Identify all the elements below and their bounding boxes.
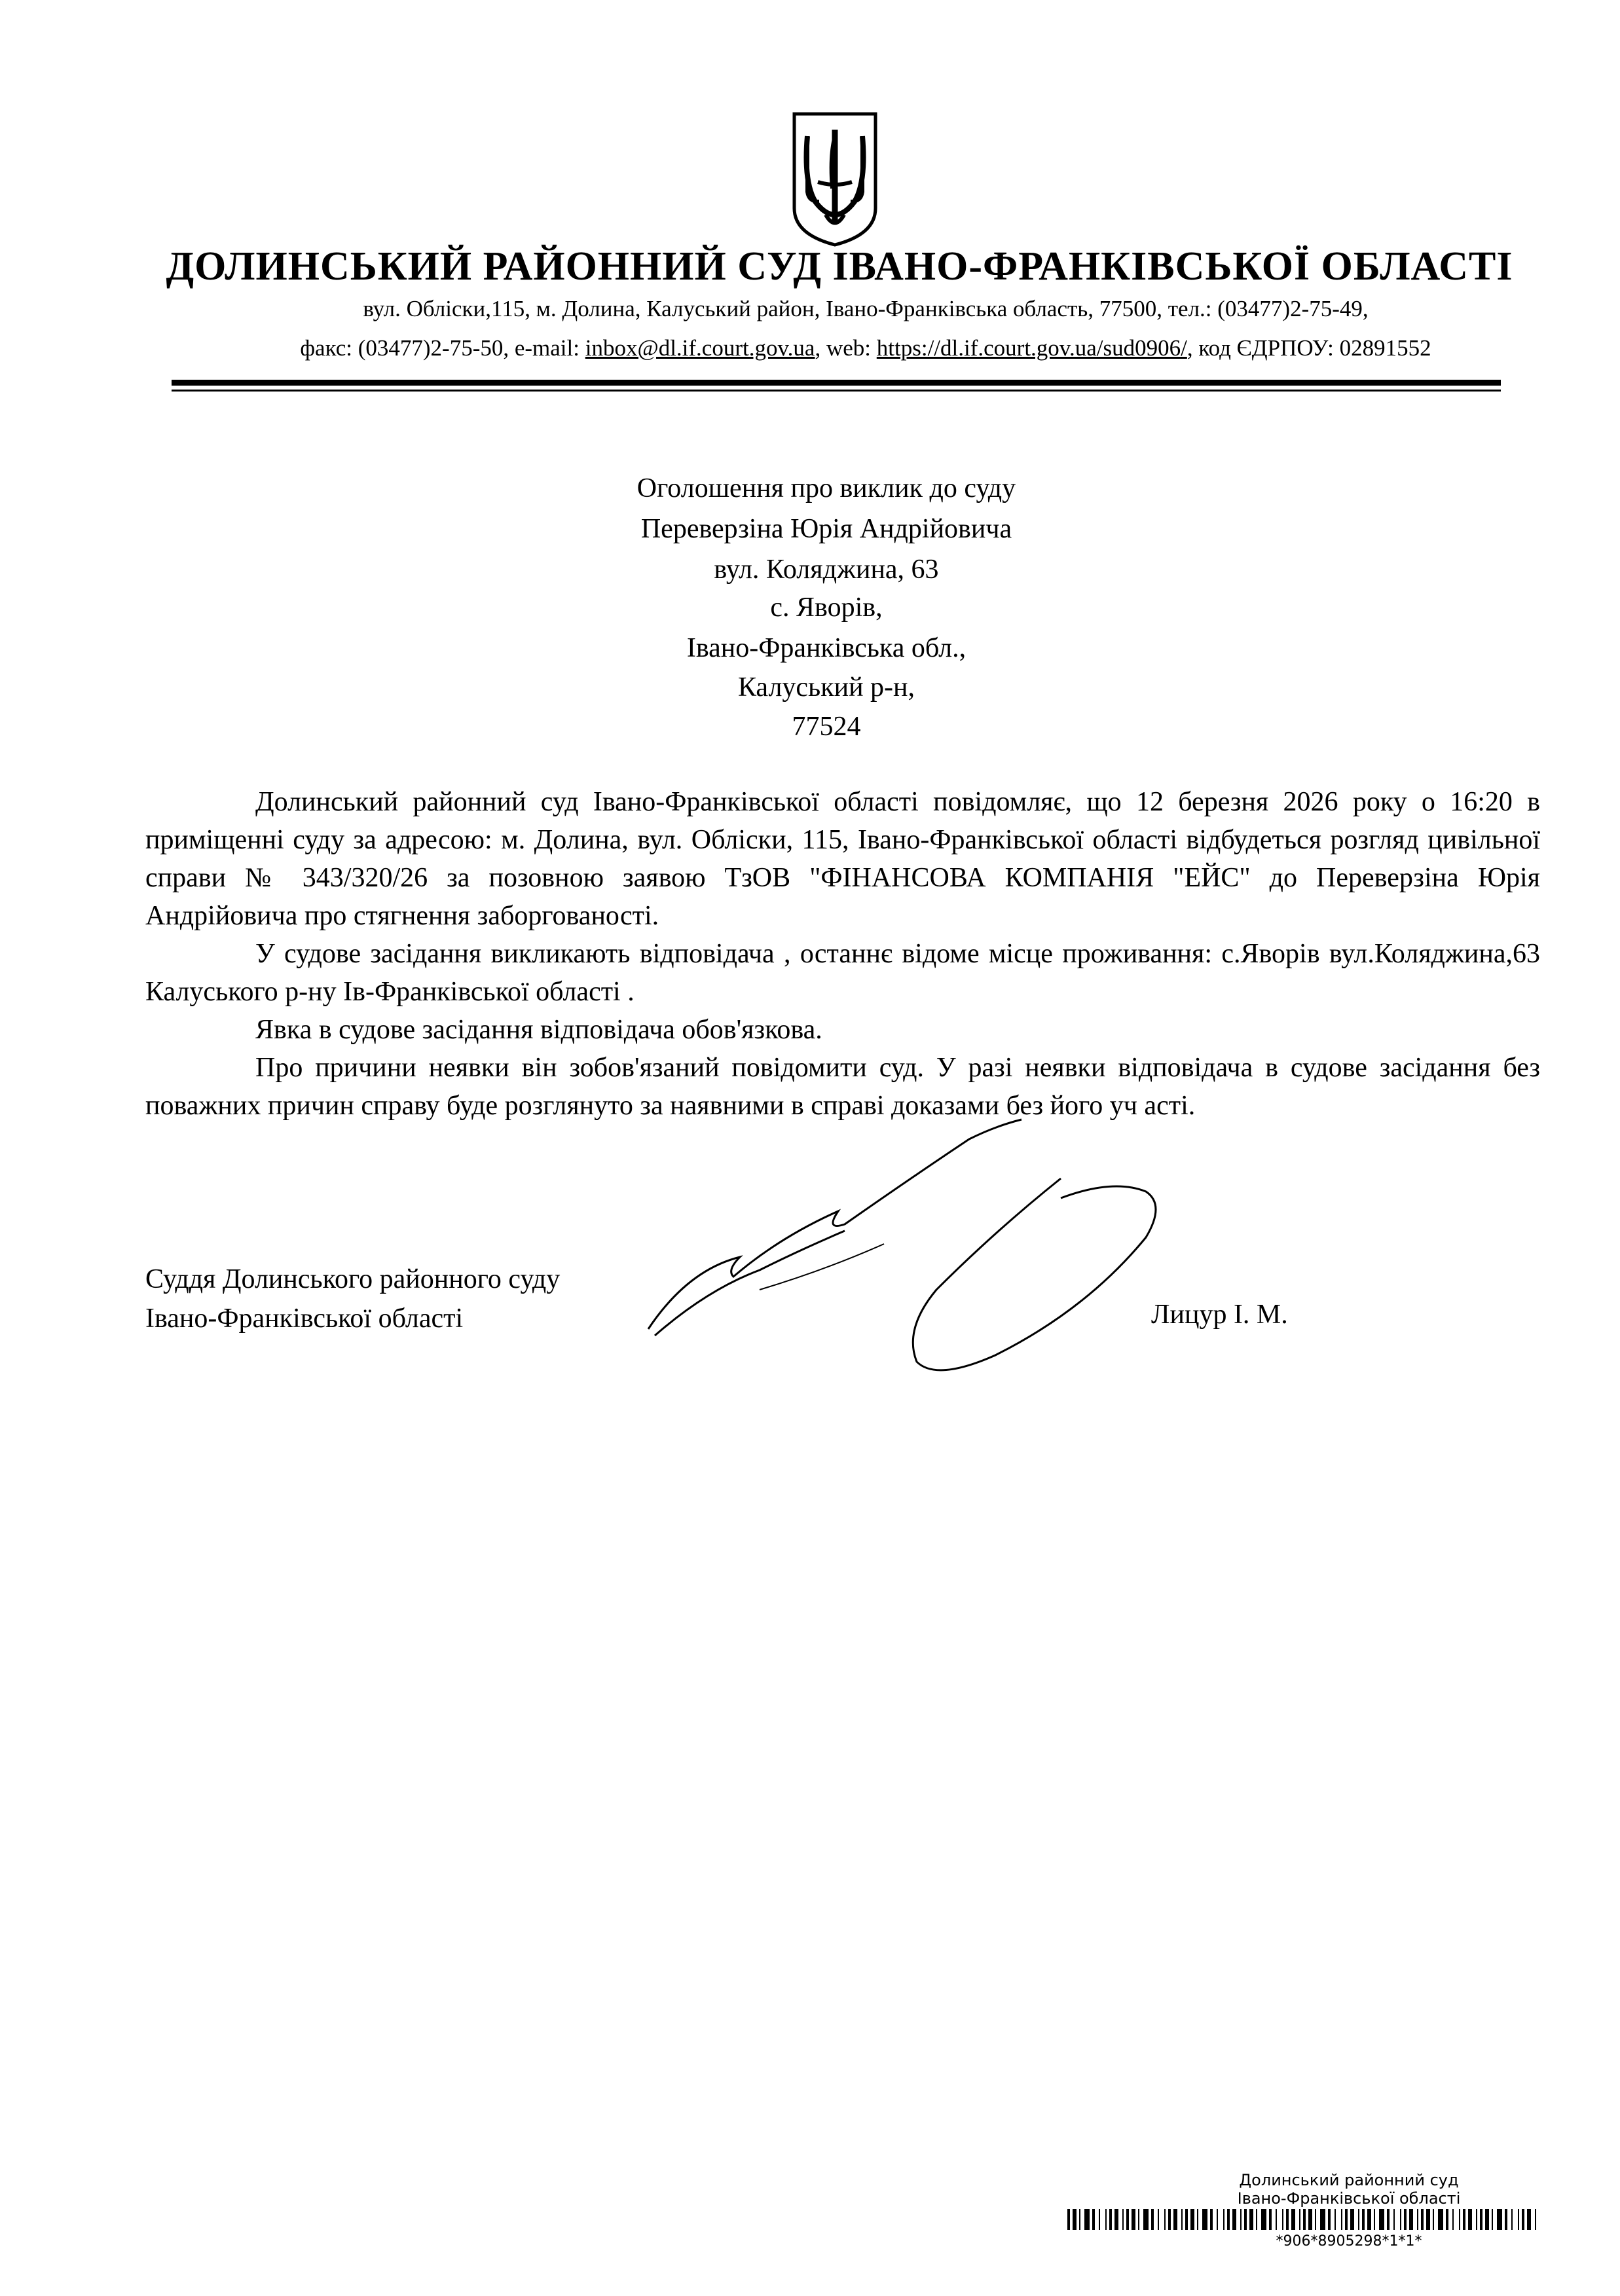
judge-name: Лицур І. М. [1151,1300,1288,1330]
barcode [1067,2209,1539,2230]
header-divider-thin [172,390,1501,392]
stamp-oblast: Івано-Франківської області [1237,2189,1461,2208]
stamp-court-name: Долинський районний суд [1239,2171,1459,2189]
trident-emblem-icon [789,110,881,247]
court-name-heading: ДОЛИНСЬКИЙ РАЙОННИЙ СУД ІВАНО-ФРАНКІВСЬКОЇ ОБЛАСТІ [166,244,1513,289]
addressee-oblast: Івано-Франківська обл., [686,633,966,663]
court-contacts-line [0,335,1620,361]
email-link[interactable]: inbox@dl.if.court.gov.ua [585,335,815,361]
web-link[interactable]: https://dl.if.court.gov.ua/sud0906/ [876,335,1187,361]
web-label: , web: [815,335,877,361]
body-paragraph-absence: Про причини неявки він зобов'язаний повідомити суд. У разі неявки відповідача в судове засідання без поважних причин справу буде розглянуто за наявними в справі доказами без його уч асті. [145,1053,1540,1121]
addressee-village: с. Яворів, [770,592,883,623]
handwritten-signature [629,1074,1205,1401]
barcode-number: *906*8905298*1*1* [1276,2233,1422,2250]
addressee-name: Переверзіна Юрія Андрійовича [640,514,1012,544]
body-paragraph-hearing: Долинський районний суд Івано-Франківської області повідомляє, що 12 березня 2026 року о 16:20 в приміщенні суду за адресою: м. Долина, вул. Обліски, 115, Івано-Франківської області відбудеться розгляд цивільної справи № 343/320/26 за позовною заявою ТзОВ "ФІНАНСОВА КОМПАНІЯ "ЕЙС" до Переверзіна Юрія Андрійовича про стягнення заборгованості. [145,787,1540,931]
registration-stamp [1067,2171,1552,2250]
court-address-line: вул. Обліски,115, м. Долина, Калуський район, Івано-Франківська область, 77500, тел.: (03477)2-75-49, [363,296,1369,321]
body-paragraph-attendance: Явка в судове засідання відповідача обов'язкова. [255,1015,822,1045]
judge-title [145,1260,560,1338]
judge-title-line1: Суддя Долинського районного суду [145,1264,561,1294]
addressee-street: вул. Коляджина, 63 [714,555,939,585]
addressee-district: Калуський р-н, [737,672,915,702]
fax-label: факс: (03477)2-75-50, e-mail: [300,335,585,361]
body-paragraph-summons: У судове засідання викликають відповідача , останнє відоме місце проживання: с.Яворів вул.Коляджина,63 Калуського р-ну Ів-Франківської області . [145,939,1540,1007]
judge-title-line2: Івано-Франківської області [145,1303,464,1334]
addressee-zip: 77524 [792,712,861,742]
header-divider-thick [172,380,1501,386]
notice-title: Оголошення про виклик до суду [636,473,1016,503]
edrpou-code: , код ЄДРПОУ: 02891552 [1187,335,1431,361]
